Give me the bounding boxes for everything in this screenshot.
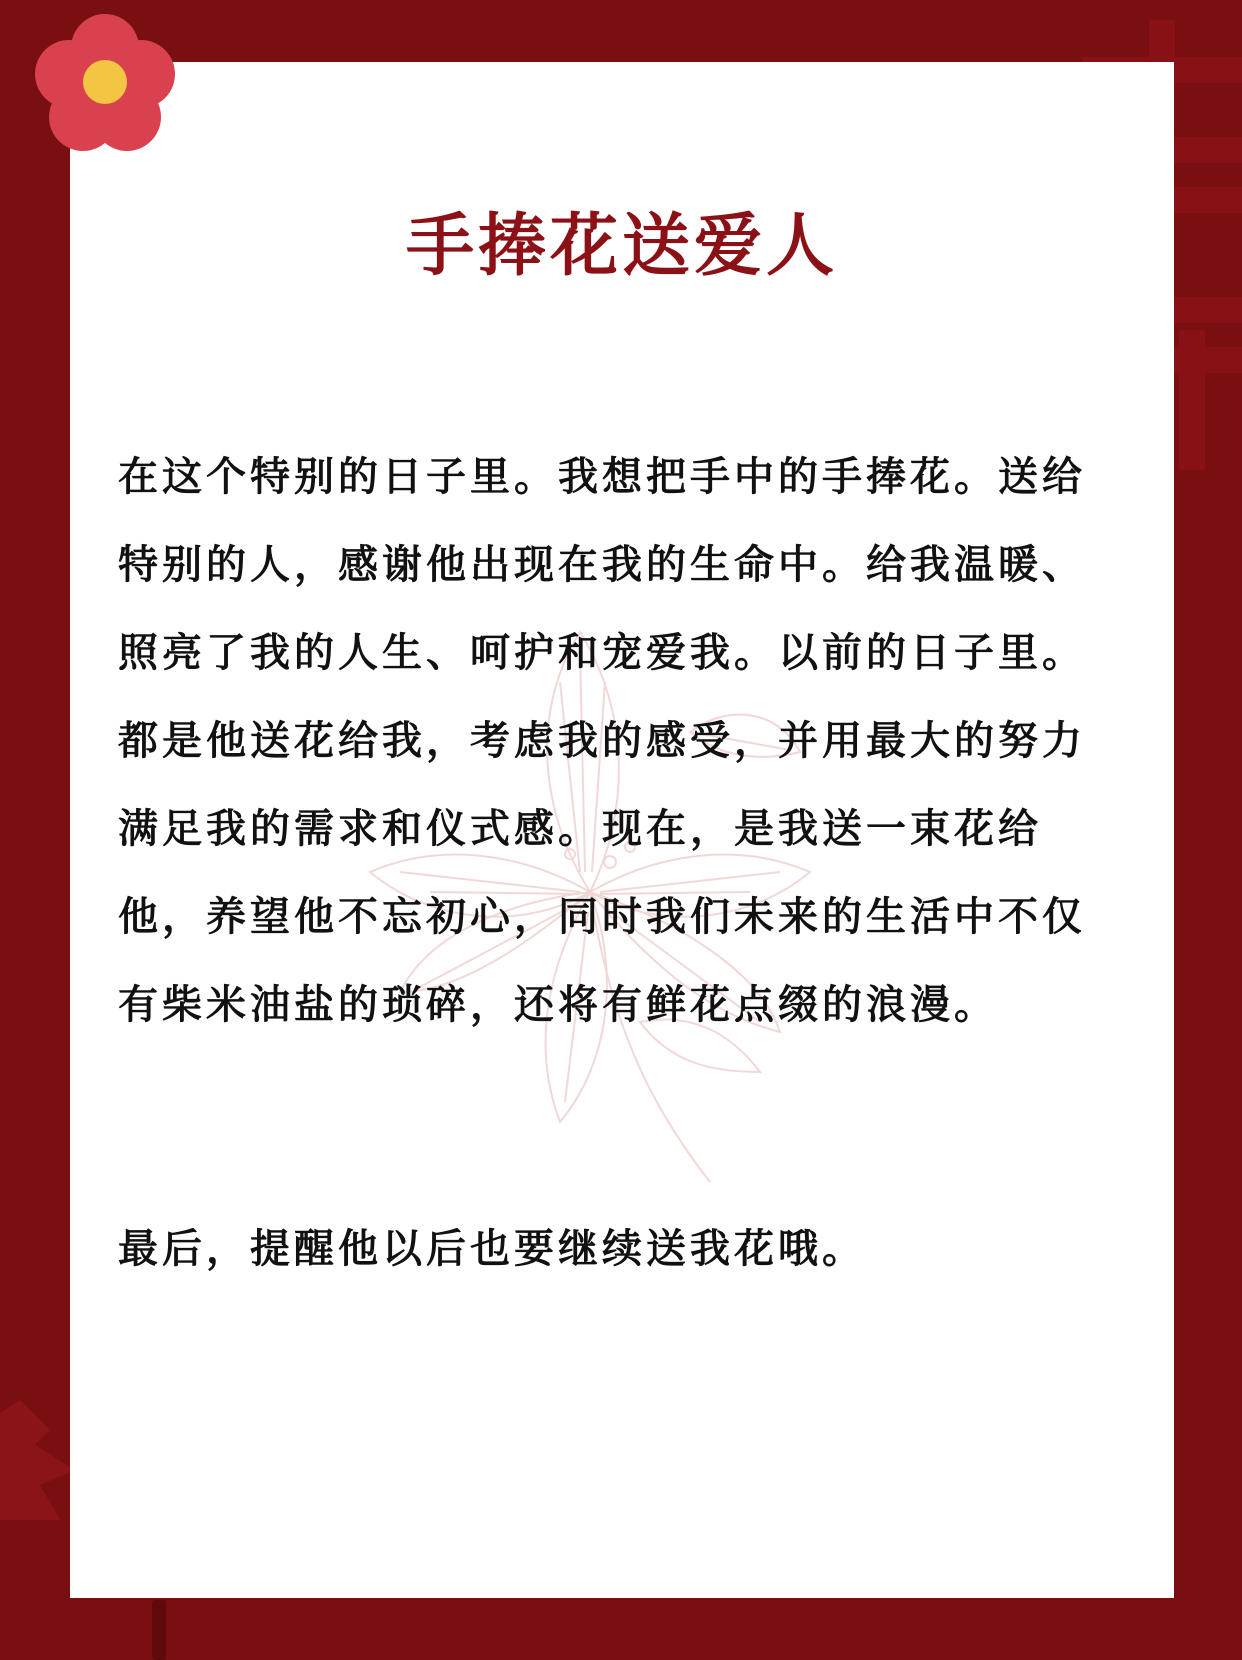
page-title: 手捧花送爱人 [405,206,838,286]
background-tassel [152,1600,166,1660]
flower-icon [30,10,180,160]
closing-paragraph: 最后，提醒他以后也要继续送我花哦。 [118,1225,866,1272]
body-paragraph: 在这个特别的日子里。我想把手中的手捧花。送给特别的人，感谢他出现在我的生命中。给我温暖、照亮了我的人生、呵护和宠爱我。以前的日子里。都是他送花给我，考虑我的感受，并用最大的努力满足我的需求和仪式感。现在，是我送一束花给他，养望他不忘初心，同时我们未来的生活中不仅有柴米油盐的琐碎，还将有鲜花点缀的浪漫。 [118,453,1086,1028]
content-card [70,62,1174,1598]
